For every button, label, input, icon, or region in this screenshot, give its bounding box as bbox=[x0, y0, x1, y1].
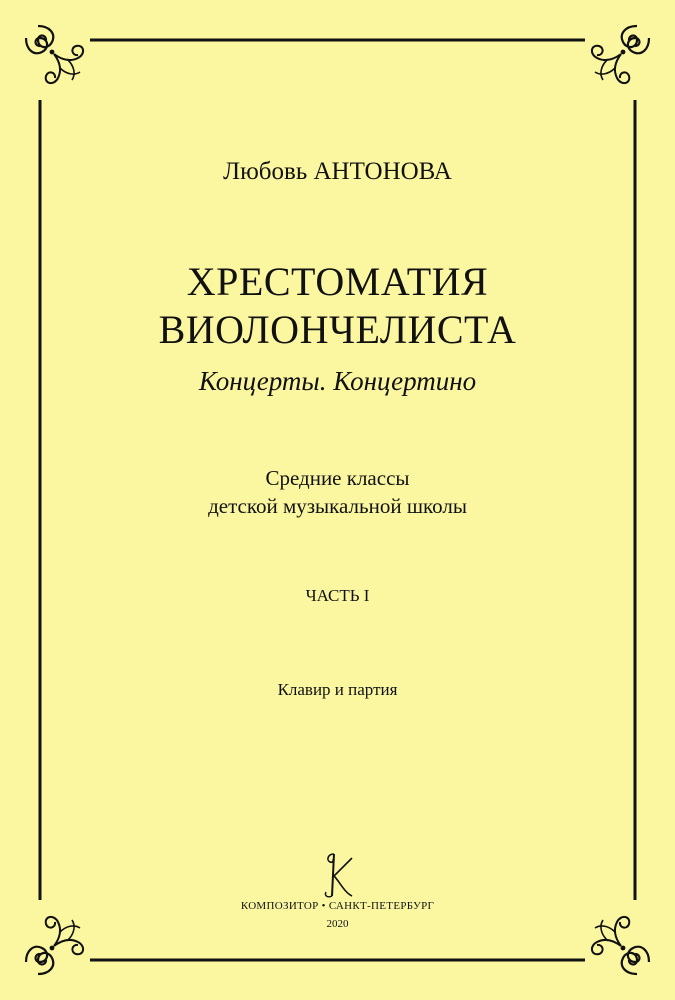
publisher-name: КОМПОЗИТОР • САНКТ-ПЕТЕРБУРГ bbox=[240, 900, 435, 912]
audience-line-2: детской музыкальной школы bbox=[208, 494, 467, 518]
title-line-1: ХРЕСТОМАТИЯ bbox=[186, 259, 489, 304]
publication-year: 2020 bbox=[326, 918, 349, 930]
corner-ornament-top-right-icon bbox=[592, 26, 649, 83]
title-line-2: ВИОЛОНЧЕЛИСТА bbox=[158, 307, 517, 352]
audience-line-1: Средние классы bbox=[265, 466, 410, 490]
corner-ornament-top-left-icon bbox=[26, 26, 83, 83]
part-label: ЧАСТЬ I bbox=[305, 586, 370, 605]
publisher-logo-icon bbox=[318, 852, 358, 900]
author-name: Любовь АНТОНОВА bbox=[223, 158, 452, 185]
edition-label: Клавир и партия bbox=[277, 680, 398, 699]
subtitle: Концерты. Концертино bbox=[198, 366, 477, 396]
